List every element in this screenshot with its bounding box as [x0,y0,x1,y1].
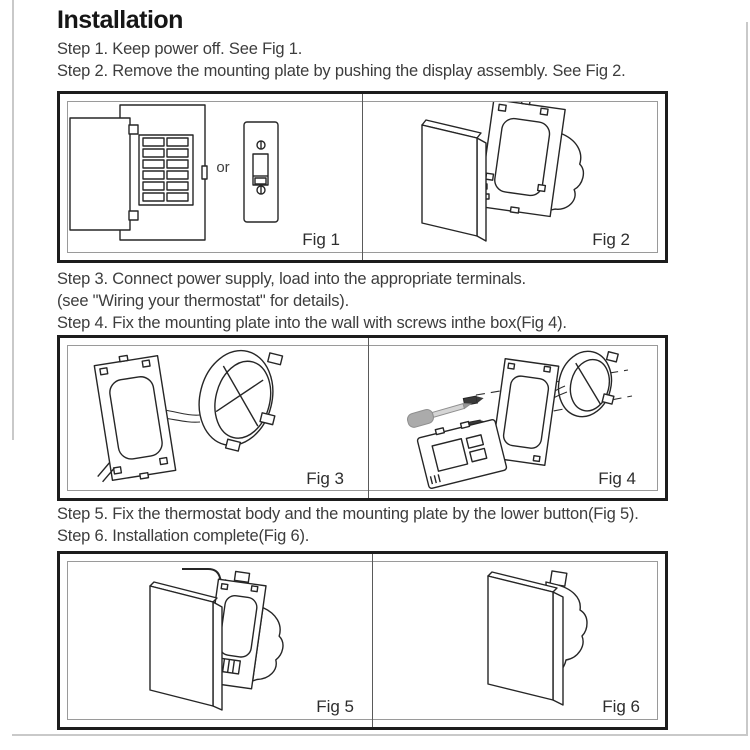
display-assembly-icon [422,120,486,241]
page-edge-right [746,22,748,736]
wall-box-icon [552,346,624,424]
assembled-thermostat-icon [488,572,563,705]
step-3-note-text: (see "Wiring your thermostat" for details). [57,292,349,310]
display-assembly-icon [150,582,222,710]
page-edge-bottom [12,734,748,736]
mounting-plate-icon [479,102,593,221]
figure-box-1-divider [362,94,363,260]
thermostat-base-icon [416,415,507,489]
steps-block-2 [57,268,567,334]
fig1-label: Fig 1 [302,230,340,249]
figure-box-3 [57,551,668,730]
toggle-switch-icon [244,122,278,222]
fig5-label: Fig 5 [316,697,354,716]
page-title: Installation [57,6,183,34]
step-5-text: Step 5. Fix the thermostat body and the mounting plate by the lower button(Fig 5). [57,505,639,523]
step-3-text: Step 3. Connect power supply, load into the appropriate terminals. [57,270,526,288]
step-2-text: Step 2. Remove the mounting plate by pushing the display assembly. See Fig 2. [57,62,626,80]
step-4-text: Step 4. Fix the mounting plate into the wall with screws inthe box(Fig 4). [57,314,567,332]
figure-box-1 [57,91,668,263]
or-text: or [216,159,230,176]
steps-block-3 [57,503,639,547]
figure-box-2 [57,335,668,501]
steps-block-1 [57,38,626,82]
breaker-panel-icon [70,105,207,240]
fig2-label: Fig 2 [592,230,630,249]
mounting-plate-icon [80,351,176,486]
figure-box-3-divider [372,554,373,727]
page-edge-left [12,0,14,440]
wires [164,410,200,422]
step-6-text: Step 6. Installation complete(Fig 6). [57,527,310,545]
fig6-illustration [380,562,657,719]
wall-box-icon [189,346,290,458]
figure-box-2-divider [368,338,369,498]
step-1-text: Step 1. Keep power off. See Fig 1. [57,40,303,58]
fig5-illustration [68,562,364,719]
fig3-label: Fig 3 [306,469,344,488]
fig6-label: Fig 6 [602,697,640,716]
fig4-label: Fig 4 [598,469,636,488]
